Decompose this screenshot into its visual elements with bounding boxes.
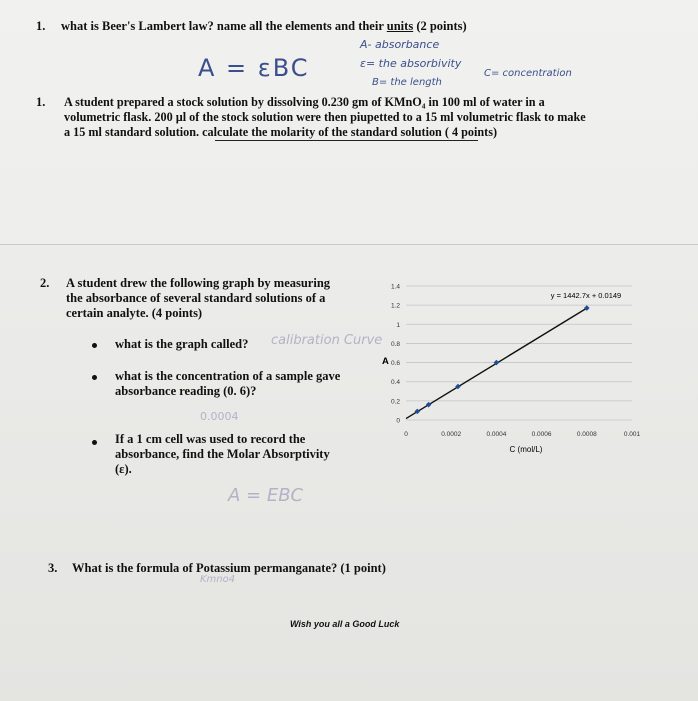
handwritten-e-definition: ε= the absorbivity (360, 57, 462, 70)
q2-bullet2-line2: absorbance reading (0. 6)? (115, 384, 257, 398)
chart-y-tick-label: 1 (396, 321, 400, 329)
q2-bullet2-line1: what is the concentration of a sample gave (115, 369, 341, 383)
chart-y-tick-label: 1.2 (390, 302, 400, 310)
calibration-chart (360, 270, 680, 470)
chart-y-tick-label: 0.2 (390, 398, 400, 406)
handwritten-equation: A = εBC (198, 54, 310, 82)
chart-x-ticks (404, 431, 640, 438)
q3-number: 3. (48, 561, 58, 575)
q2-bullet1-text: what is the graph called? (115, 337, 249, 351)
handwritten-formula-answer: Kmno4 (200, 574, 236, 585)
q1b-line3: a 15 ml standard solution. calculate the molarity of the standard solution ( 4 points) (64, 125, 498, 139)
q2-line1: A student drew the following graph by measuring (66, 276, 331, 290)
chart-x-tick-label: 0 (404, 431, 408, 438)
q1b-line1: A student prepared a stock solution by dissolving 0.230 gm of KMnO₄ in 100 ml of water in a (64, 95, 545, 109)
chart-y-tick-label: 1.4 (390, 283, 400, 291)
q2-line3: certain analyte. (4 points) (66, 306, 203, 320)
handwritten-c-definition: C= concentration (484, 68, 572, 79)
q1b-underline (215, 140, 478, 141)
q2-bullet3-line1: If a 1 cm cell was used to record the (115, 432, 306, 446)
q1b-line2: volumetric flask. 200 µl of the stock solution were then piupetted to a 15 ml volumetric flask to make (64, 110, 586, 124)
chart-y-tick-label: 0 (396, 417, 400, 425)
chart-x-tick-label: 0.0004 (486, 431, 507, 438)
chart-equation: y = 1442.7x + 0.0149 (550, 291, 622, 300)
footer-good-luck: Wish you all a Good Luck (290, 619, 400, 629)
bullet-3 (92, 440, 97, 445)
q1a-number: 1. (36, 19, 46, 33)
chart-x-axis-label: C (mol/L) (509, 445, 543, 454)
chart-x-tick-label: 0.0002 (441, 431, 462, 438)
q1a-text-pre: what is Beer's Lambert law? name all the elements and their (61, 19, 387, 33)
q1a-text-units: units (386, 19, 414, 33)
handwritten-a-definition: A- absorbance (360, 38, 440, 51)
q1b-number: 1. (36, 95, 46, 109)
chart-x-tick-label: 0.0008 (576, 431, 597, 438)
chart-y-tick-label: 0.6 (390, 360, 400, 368)
chart-x-tick-label: 0.0006 (531, 431, 552, 438)
handwritten-molar-answer: A = EBC (228, 485, 304, 506)
handwritten-b-definition: B= the length (372, 77, 442, 88)
q1a-text (61, 19, 467, 34)
q3-text: What is the formula of Potassium permanganate? (1 point) (72, 561, 386, 575)
chart-x-tick-label: 0.001 (623, 431, 641, 438)
bullet-2 (92, 375, 97, 380)
handwritten-graph-answer: calibration Curve (271, 333, 383, 348)
q1a-text-post: (2 points) (413, 19, 467, 33)
chart-y-ticks (391, 284, 400, 425)
chart-grid (406, 286, 632, 420)
q2-bullet3-line3: (ε). (115, 462, 132, 476)
chart-y-tick-label: 0.4 (390, 379, 400, 387)
q2-bullet3-line2: absorbance, find the Molar Absorptivity (115, 447, 330, 461)
q2-line2: the absorbance of several standard solutions of a (66, 291, 326, 305)
q2-number: 2. (40, 276, 50, 290)
chart-y-axis-label: A (382, 356, 389, 367)
bullet-1 (92, 343, 97, 348)
handwritten-concentration-answer: 0.0004 (200, 410, 239, 423)
chart-y-tick-label: 0.8 (390, 340, 400, 348)
